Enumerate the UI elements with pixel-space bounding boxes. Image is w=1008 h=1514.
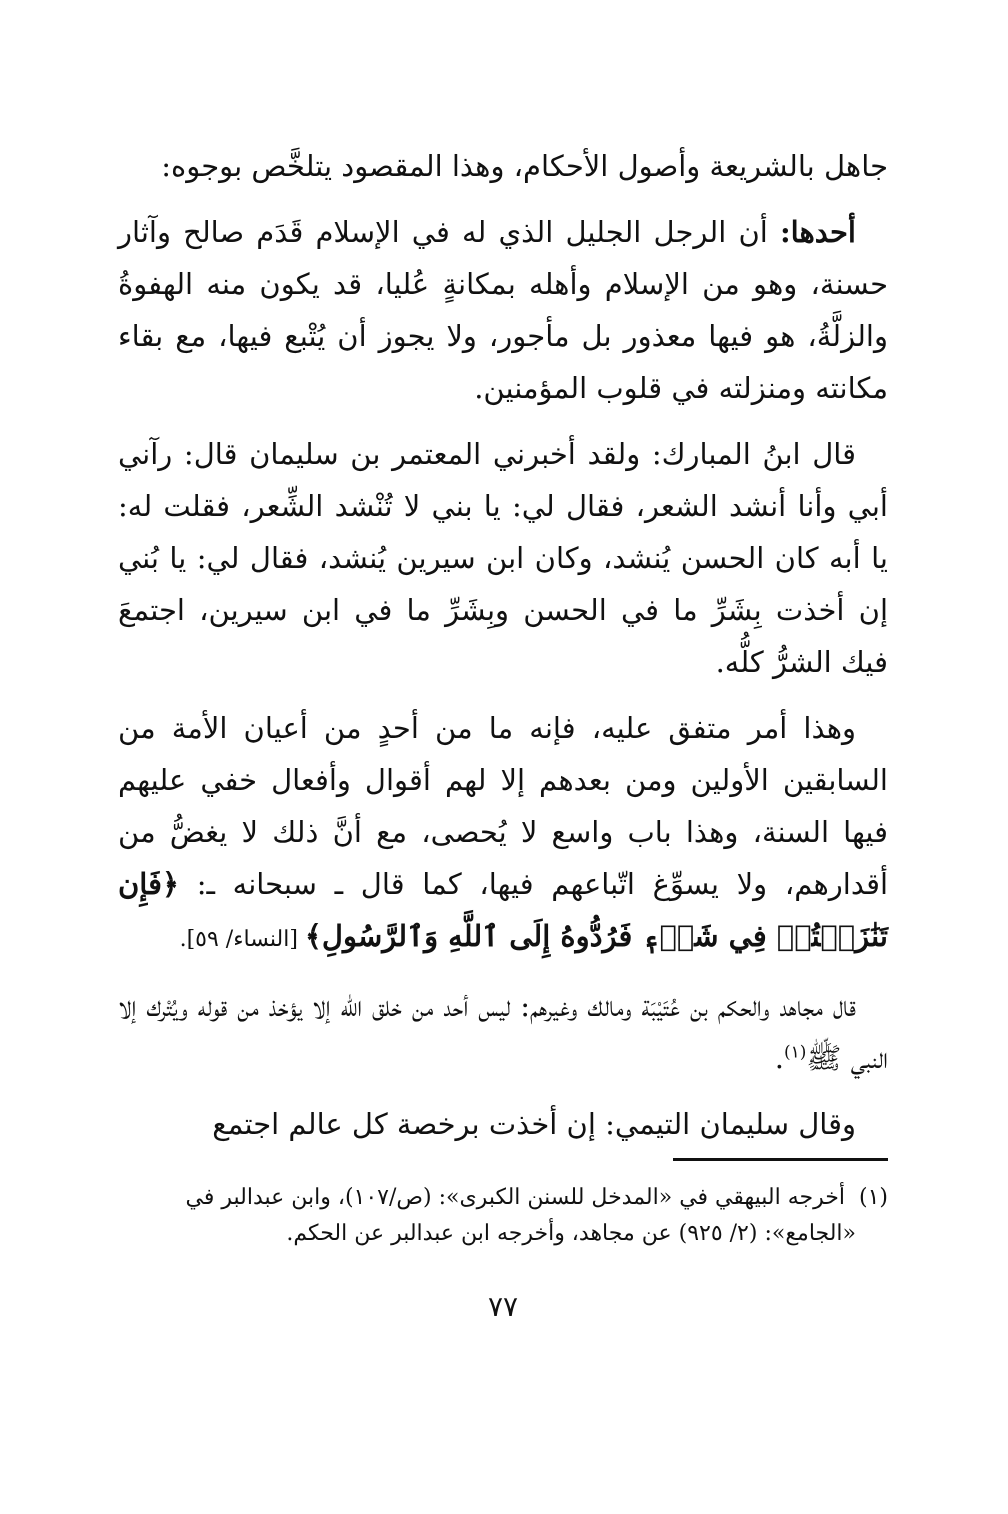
paragraph-taymi: [118, 1098, 888, 1150]
paragraph-end: .: [774, 1041, 784, 1075]
paragraph-mujahid: [118, 980, 888, 1084]
footnote-divider: [673, 1158, 888, 1161]
paragraph-text: وهذا أمر متفق عليه، فإنه ما من أحدٍ من أعيان الأمة من السابقين الأولين ومن بعدهم إلا لهم أقوال وأفعال خفي عليهم فيها السنة، وهذا باب واسع لا يُحصى، مع أنَّ ذلك لا يغضُّ من أقدارهم، ولا يسوِّغ اتّباعهم فيها، كما قال ـ سبحانه ـ:: [118, 711, 888, 901]
paragraph-continuation: [118, 140, 888, 192]
paragraph-text: قال مجاهد والحكم بن عُتَيْبَة ومالك وغيرهم: ليس أحد من خلق الله إلا يؤخذ من قوله ويُتْرك إلا النبي ﷺ: [118, 989, 888, 1075]
footnote: [118, 1180, 888, 1252]
paragraph-first-point: [118, 206, 888, 414]
paragraph-ibn-mubarak: [118, 428, 888, 688]
lead-word: أحدها:: [779, 215, 856, 249]
footnote-line-2: [118, 1216, 888, 1252]
footnote-line-1: [118, 1180, 888, 1216]
quran-verse: ﴿فَإِن تَنَٰزَعۡتُمۡ فِي شَيۡءٖ فَرُدُّوهُ إِلَى ٱللَّهِ وَٱلرَّسُولِ﴾: [118, 867, 888, 953]
footnote-text: «الجامع»: (٢/ ٩٢٥) عن مجاهد، وأخرجه ابن عبدالبر عن الحكم.: [286, 1221, 856, 1246]
footnote-marker[interactable]: (١): [783, 1042, 807, 1063]
footnote-text: أخرجه البيهقي في «المدخل للسنن الكبرى»: (ص/١٠٧)، وابن عبدالبر في: [185, 1185, 845, 1210]
paragraph-text: وقال سليمان التيمي: إن أخذت برخصة كل عالم اجتمع: [212, 1107, 856, 1141]
page-number: ٧٧: [487, 1290, 519, 1323]
paragraph-text: قال ابنُ المبارك: ولقد أخبرني المعتمر بن سليمان قال: رآني أبي وأنا أنشد الشعر، فقال لي: يا بني لا تُنْشد الشِّعر، فقلت له: يا أبه كان الحسن يُنشد، وكان ابن سيرين يُنشد، فقال لي: يا بُني إن أخذت بِشَرِّ ما في الحسن وبِشَرِّ ما في ابن سيرين، اجتمعَ فيك الشرُّ كلُّه.: [118, 437, 888, 679]
paragraph-text: أن الرجل الجليل الذي له في الإسلام قَدَم صالح وآثار حسنة، وهو من الإسلام وأهله بمكانةٍ عُليا، قد يكون منه الهفوةُ والزلَّةُ، هو فيها معذور بل مأجور، ولا يجوز أن يُتْبع فيها، مع بقاء مكانته ومنزلته في قلوب المؤمنين.: [118, 215, 888, 405]
footnote-number: (١): [858, 1185, 888, 1210]
verse-reference: [النساء/ ٥٩].: [179, 927, 305, 952]
book-page: [118, 140, 888, 1480]
paragraph-text: جاهل بالشريعة وأصول الأحكام، وهذا المقصود يتلخَّص بوجوه:: [161, 149, 888, 183]
paragraph-agreement: [118, 702, 888, 966]
